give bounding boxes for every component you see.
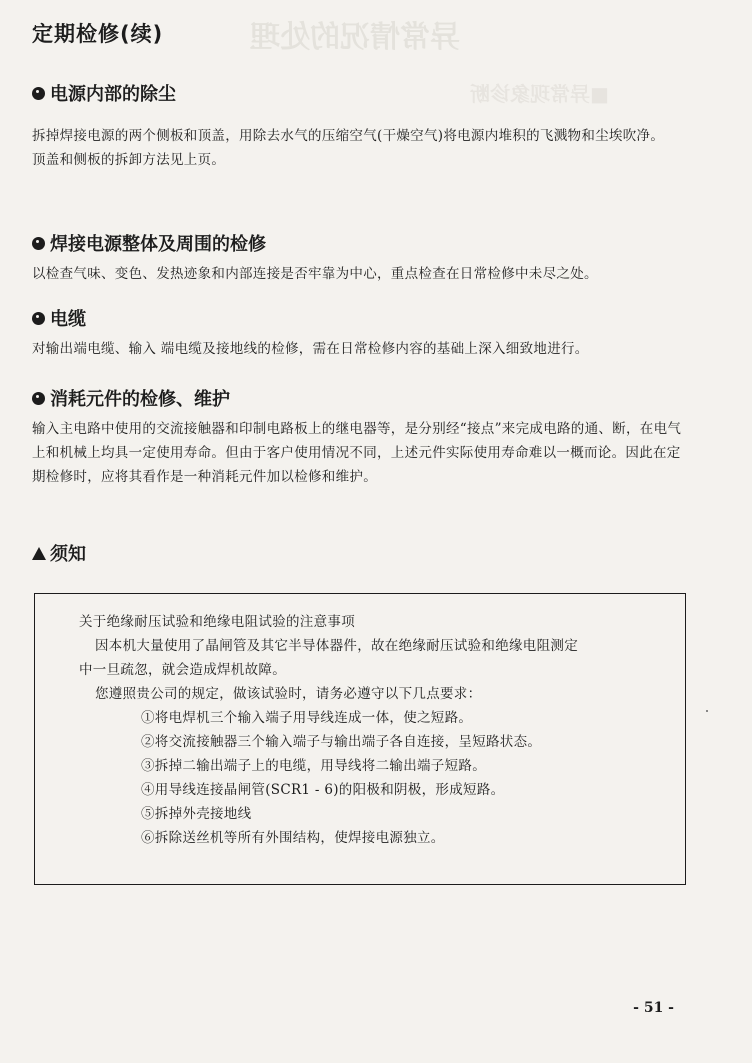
bullet-icon — [32, 312, 45, 325]
section-consumables — [32, 385, 692, 489]
section-paragraph: 拆掉焊接电源的两个侧板和顶盖，用除去水气的压缩空气(干燥空气)将电源内堆积的飞溅物和尘埃吹净。 — [32, 128, 665, 144]
section-heading-text: 焊接电源整体及周围的检修 — [50, 234, 266, 255]
notice-step: ④用导线连接晶闸管(SCR1 - 6)的阳极和阴极，形成短路。 — [141, 782, 505, 798]
section-heading — [32, 305, 692, 331]
page-title: 定期检修(续) — [32, 22, 164, 46]
section-paragraph: 输入主电路中使用的交流接触器和印制电路板上的继电器等，是分别经“接点”来完成电路的通、断，在电气上和机械上均具一定使用寿命。但由于客户使用情况不同，上述元件实际使用寿命难以一概而论。因此在定期检修时，应将其看作是一种消耗元件加以检修和维护。 — [32, 421, 682, 485]
page-number: - 51 - — [633, 1000, 674, 1016]
warning-triangle-icon — [32, 547, 46, 560]
section-paragraph: 顶盖和侧板的拆卸方法见上页。 — [32, 152, 226, 168]
section-heading-text: 消耗元件的检修、维护 — [50, 389, 230, 410]
notice-intro-continued: 中一旦疏忽，就会造成焊机故障。 — [79, 662, 286, 678]
bullet-icon — [32, 87, 45, 100]
bullet-icon — [32, 392, 45, 405]
notice-step: ⑤拆掉外壳接地线 — [141, 806, 252, 822]
notice-step: ③拆掉二输出端子上的电缆，用导线将二输出端子短路。 — [141, 758, 486, 774]
section-heading — [32, 230, 692, 256]
bullet-icon — [32, 237, 45, 250]
notice-heading — [32, 540, 692, 566]
notice-intro: 因本机大量使用了晶闸管及其它半导体器件，故在绝缘耐压试验和绝缘电阻测定 — [95, 638, 578, 654]
section-heading — [32, 80, 692, 106]
notice-step: ①将电焊机三个输入端子用导线连成一体，使之短路。 — [141, 710, 473, 726]
notice-heading-text: 须知 — [50, 544, 86, 565]
notice-section — [32, 540, 692, 572]
section-dust-removal — [32, 80, 692, 172]
notice-step: ②将交流接触器三个输入端子与输出端子各自连接，呈短路状态。 — [141, 734, 542, 750]
bleed-through-subheading: ■异常现象诊断 — [470, 82, 609, 106]
section-overall-inspection — [32, 230, 692, 286]
notice-request: 您遵照贵公司的规定，做该试验时，请务必遵守以下几点要求： — [95, 686, 482, 702]
section-paragraph: 对输出端电缆、输入 端电缆及接地线的检修，需在日常检修内容的基础上深入细致地进行。 — [32, 341, 589, 357]
notice-step: ⑥拆除送丝机等所有外围结构，使焊接电源独立。 — [141, 830, 445, 846]
section-heading-text: 电缆 — [50, 309, 86, 330]
section-heading-text: 电源内部的除尘 — [50, 84, 176, 105]
section-paragraph: 以检查气味、变色、发热迹象和内部连接是否牢靠为中心，重点检查在日常检修中未尽之处。 — [32, 266, 598, 282]
notice-box — [34, 593, 686, 885]
notice-content — [79, 610, 669, 850]
section-cable — [32, 305, 692, 361]
notice-title: 关于绝缘耐压试验和绝缘电阻试验的注意事项 — [79, 614, 355, 630]
section-heading — [32, 385, 692, 411]
bleed-through-heading: 异常情况的处理 — [250, 20, 460, 55]
margin-dot — [706, 710, 708, 712]
